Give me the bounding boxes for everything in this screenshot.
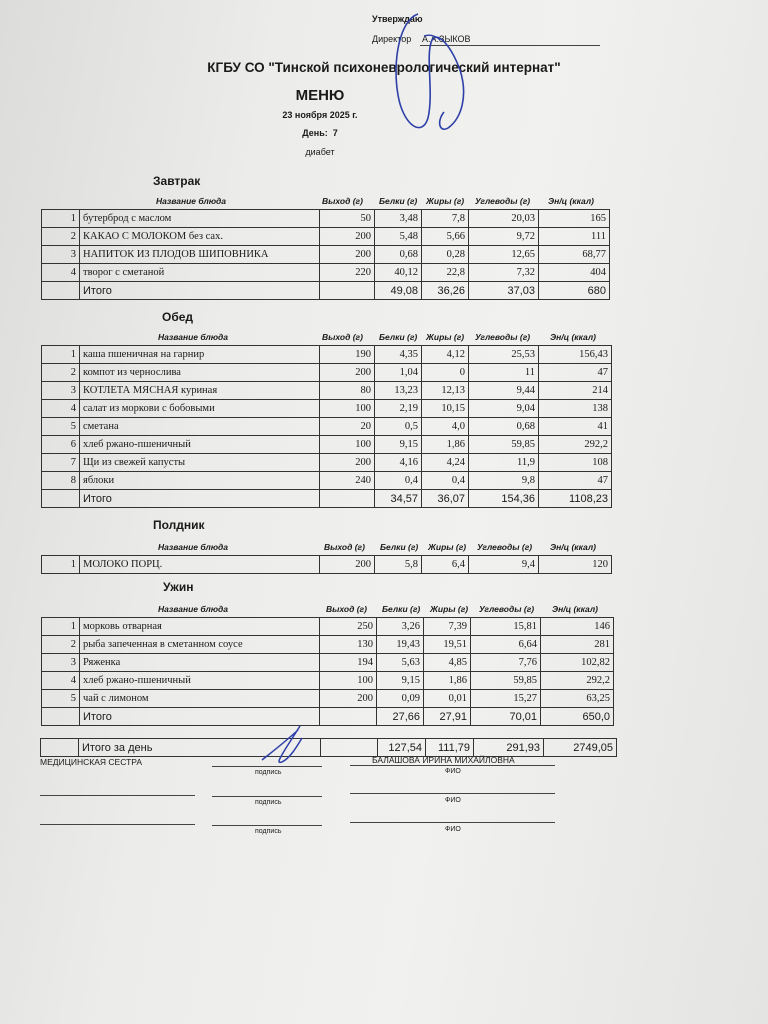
total-fat: 36,07	[422, 490, 469, 508]
col-output-header: Выход (г)	[326, 604, 367, 614]
dish-carbs: 20,03	[469, 210, 539, 228]
dish-carbs: 6,64	[471, 636, 541, 654]
dish-fat: 0,01	[424, 690, 471, 708]
dish-output: 200	[320, 690, 377, 708]
dish-carbs: 7,32	[469, 264, 539, 282]
col-name-header: Название блюда	[158, 604, 229, 614]
dish-protein: 19,43	[377, 636, 424, 654]
dish-name: хлеб ржано-пшеничный	[80, 436, 320, 454]
dish-carbs: 59,85	[471, 672, 541, 690]
dish-output: 100	[320, 436, 375, 454]
dish-output: 220	[320, 264, 375, 282]
day-label: День:	[302, 128, 328, 138]
total-energy: 680	[539, 282, 610, 300]
dish-fat: 4,0	[422, 418, 469, 436]
dish-energy: 108	[539, 454, 612, 472]
col-fat-header: Жиры (г)	[428, 542, 467, 552]
dish-protein: 1,04	[375, 364, 422, 382]
dish-energy: 156,43	[539, 346, 612, 364]
dish-output: 200	[320, 246, 375, 264]
col-fat-header: Жиры (г)	[430, 604, 469, 614]
col-carbs-header: Углеводы (г)	[475, 196, 531, 206]
day-total-fat: 111,79	[426, 739, 474, 757]
fio-caption: ФИО	[445, 768, 461, 775]
dish-carbs: 25,53	[469, 346, 539, 364]
total-label: Итого	[80, 708, 320, 726]
dish-protein: 3,26	[377, 618, 424, 636]
dish-carbs: 11,9	[469, 454, 539, 472]
dish-energy: 111	[539, 228, 610, 246]
dish-carbs: 59,85	[469, 436, 539, 454]
dish-protein: 0,09	[377, 690, 424, 708]
dish-fat: 5,66	[422, 228, 469, 246]
nurse-label: МЕДИЦИНСКАЯ СЕСТРА	[40, 757, 143, 767]
dish-fat: 22,8	[422, 264, 469, 282]
col-fat-header: Жиры (г)	[426, 332, 465, 342]
dish-carbs: 15,81	[471, 618, 541, 636]
dish-fat: 7,8	[422, 210, 469, 228]
dish-protein: 0,68	[375, 246, 422, 264]
dish-output: 100	[320, 400, 375, 418]
total-carbs: 154,36	[469, 490, 539, 508]
director-name: А.А.ЗЫКОВ	[422, 34, 471, 44]
dish-energy: 292,2	[539, 436, 612, 454]
dish-carbs: 11	[469, 364, 539, 382]
nurse-signature	[262, 726, 302, 762]
sign-caption: подпись	[255, 769, 282, 776]
dish-output: 200	[320, 364, 375, 382]
dish-energy: 102,82	[541, 654, 614, 672]
col-energy-header: Эн/ц (ккал)	[548, 196, 594, 206]
dish-energy: 120	[539, 556, 612, 574]
dish-output: 200	[320, 556, 375, 574]
col-output-header: Выход (г)	[322, 196, 363, 206]
nurse-name: БАЛАШОВА ИРИНА МИХАЙЛОВНА	[372, 755, 515, 765]
dish-protein: 9,15	[375, 436, 422, 454]
row-index: 5	[42, 418, 80, 436]
dish-fat: 4,24	[422, 454, 469, 472]
row-index: 1	[42, 556, 80, 574]
dish-protein: 4,35	[375, 346, 422, 364]
row-index: 4	[42, 400, 80, 418]
dish-energy: 404	[539, 264, 610, 282]
dish-fat: 7,39	[424, 618, 471, 636]
dish-output: 20	[320, 418, 375, 436]
director-label: Директор	[372, 34, 412, 44]
dish-energy: 146	[541, 618, 614, 636]
section-title-snack: Полдник	[153, 518, 205, 532]
dish-output: 200	[320, 454, 375, 472]
col-name-header: Название блюда	[156, 196, 227, 206]
dish-protein: 40,12	[375, 264, 422, 282]
dish-name: сметана	[80, 418, 320, 436]
dish-output: 190	[320, 346, 375, 364]
row-index: 3	[42, 654, 80, 672]
total-label: Итого	[80, 282, 320, 300]
total-label: Итого	[80, 490, 320, 508]
total-fat: 36,26	[422, 282, 469, 300]
row-index: 1	[42, 618, 80, 636]
dish-name: компот из чернослива	[80, 364, 320, 382]
dish-output: 50	[320, 210, 375, 228]
dish-protein: 9,15	[377, 672, 424, 690]
section-title-dinner: Ужин	[163, 580, 194, 594]
total-energy: 1108,23	[539, 490, 612, 508]
day-value: 7	[332, 128, 338, 138]
sign-caption: подпись	[255, 799, 282, 806]
row-index: 6	[42, 436, 80, 454]
dish-output: 100	[320, 672, 377, 690]
dish-carbs: 9,8	[469, 472, 539, 490]
dish-energy: 41	[539, 418, 612, 436]
dish-name: хлеб ржано-пшеничный	[80, 672, 320, 690]
col-output-header: Выход (г)	[324, 542, 365, 552]
day-total-protein: 127,54	[378, 739, 426, 757]
total-protein: 34,57	[375, 490, 422, 508]
dish-output: 80	[320, 382, 375, 400]
dish-name: яблоки	[80, 472, 320, 490]
dish-protein: 5,63	[377, 654, 424, 672]
sign-caption: подпись	[255, 828, 282, 835]
total-energy: 650,0	[541, 708, 614, 726]
col-energy-header: Эн/ц (ккал)	[552, 604, 598, 614]
dish-fat: 6,4	[422, 556, 469, 574]
dish-fat: 4,85	[424, 654, 471, 672]
row-index: 7	[42, 454, 80, 472]
col-fat-header: Жиры (г)	[426, 196, 465, 206]
dish-name: бутерброд с маслом	[80, 210, 320, 228]
col-protein-header: Белки (г)	[379, 332, 418, 342]
dish-energy: 68,77	[539, 246, 610, 264]
col-energy-header: Эн/ц (ккал)	[550, 332, 596, 342]
dish-output: 200	[320, 228, 375, 246]
col-name-header: Название блюда	[158, 332, 229, 342]
dish-protein: 5,48	[375, 228, 422, 246]
fio-caption: ФИО	[445, 797, 461, 804]
dish-protein: 4,16	[375, 454, 422, 472]
dish-protein: 3,48	[375, 210, 422, 228]
day-total-label: Итого за день	[79, 739, 321, 757]
dish-energy: 292,2	[541, 672, 614, 690]
row-index: 4	[42, 264, 80, 282]
row-index: 3	[42, 246, 80, 264]
dish-output: 240	[320, 472, 375, 490]
row-index: 2	[42, 636, 80, 654]
col-protein-header: Белки (г)	[382, 604, 421, 614]
menu-date: 23 ноября 2025 г.	[282, 110, 358, 120]
col-name-header: Название блюда	[158, 542, 229, 552]
dish-carbs: 15,27	[471, 690, 541, 708]
dish-name: КОТЛЕТА МЯСНАЯ куриная	[80, 382, 320, 400]
section-title-breakfast: Завтрак	[153, 174, 201, 188]
dish-name: салат из моркови с бобовыми	[80, 400, 320, 418]
dish-carbs: 9,72	[469, 228, 539, 246]
section-title-lunch: Обед	[162, 310, 194, 324]
row-index: 2	[42, 228, 80, 246]
row-index: 3	[42, 382, 80, 400]
dish-name: МОЛОКО ПОРЦ.	[80, 556, 320, 574]
total-fat: 27,91	[424, 708, 471, 726]
dish-protein: 5,8	[375, 556, 422, 574]
dish-carbs: 12,65	[469, 246, 539, 264]
dish-output: 194	[320, 654, 377, 672]
dish-name: чай с лимоном	[80, 690, 320, 708]
dish-energy: 138	[539, 400, 612, 418]
col-protein-header: Белки (г)	[379, 196, 418, 206]
dish-name: Щи из свежей капусты	[80, 454, 320, 472]
day-total-energy: 2749,05	[544, 739, 617, 757]
col-output-header: Выход (г)	[322, 332, 363, 342]
dish-name: НАПИТОК ИЗ ПЛОДОВ ШИПОВНИКА	[80, 246, 320, 264]
row-index: 4	[42, 672, 80, 690]
dish-carbs: 7,76	[471, 654, 541, 672]
page-title: МЕНЮ	[295, 87, 345, 104]
dish-energy: 47	[539, 364, 612, 382]
dish-energy: 281	[541, 636, 614, 654]
dish-fat: 10,15	[422, 400, 469, 418]
total-carbs: 70,01	[471, 708, 541, 726]
row-index: 8	[42, 472, 80, 490]
dish-fat: 4,12	[422, 346, 469, 364]
dish-protein: 0,5	[375, 418, 422, 436]
dish-protein: 0,4	[375, 472, 422, 490]
total-protein: 27,66	[377, 708, 424, 726]
dish-protein: 2,19	[375, 400, 422, 418]
row-index: 1	[42, 346, 80, 364]
organization-name: КГБУ СО "Тинской психоневрологический интернат"	[207, 60, 561, 75]
dish-output: 250	[320, 618, 377, 636]
col-carbs-header: Углеводы (г)	[475, 332, 531, 342]
dish-energy: 47	[539, 472, 612, 490]
dish-fat: 1,86	[422, 436, 469, 454]
dish-energy: 63,25	[541, 690, 614, 708]
dish-output: 130	[320, 636, 377, 654]
dish-name: Ряженка	[80, 654, 320, 672]
col-protein-header: Белки (г)	[380, 542, 419, 552]
dish-name: творог с сметаной	[80, 264, 320, 282]
col-carbs-header: Углеводы (г)	[479, 604, 535, 614]
row-index: 5	[42, 690, 80, 708]
total-carbs: 37,03	[469, 282, 539, 300]
dish-fat: 1,86	[424, 672, 471, 690]
dish-name: каша пшеничная на гарнир	[80, 346, 320, 364]
director-signature	[396, 14, 464, 129]
diet-label: диабет	[305, 147, 335, 157]
col-carbs-header: Углеводы (г)	[477, 542, 533, 552]
dish-fat: 0,4	[422, 472, 469, 490]
dish-fat: 0,28	[422, 246, 469, 264]
dish-name: рыба запеченная в сметанном соусе	[80, 636, 320, 654]
dish-carbs: 0,68	[469, 418, 539, 436]
total-protein: 49,08	[375, 282, 422, 300]
fio-caption: ФИО	[445, 826, 461, 833]
dish-fat: 19,51	[424, 636, 471, 654]
dish-carbs: 9,04	[469, 400, 539, 418]
dish-fat: 0	[422, 364, 469, 382]
dish-protein: 13,23	[375, 382, 422, 400]
dish-fat: 12,13	[422, 382, 469, 400]
dish-energy: 214	[539, 382, 612, 400]
dish-carbs: 9,4	[469, 556, 539, 574]
dish-name: морковь отварная	[80, 618, 320, 636]
day-total-carbs: 291,93	[474, 739, 544, 757]
row-index: 2	[42, 364, 80, 382]
col-energy-header: Эн/ц (ккал)	[550, 542, 596, 552]
dish-energy: 165	[539, 210, 610, 228]
row-index: 1	[42, 210, 80, 228]
dish-carbs: 9,44	[469, 382, 539, 400]
approve-label: Утверждаю	[372, 14, 423, 24]
dish-name: КАКАО С МОЛОКОМ без сах.	[80, 228, 320, 246]
